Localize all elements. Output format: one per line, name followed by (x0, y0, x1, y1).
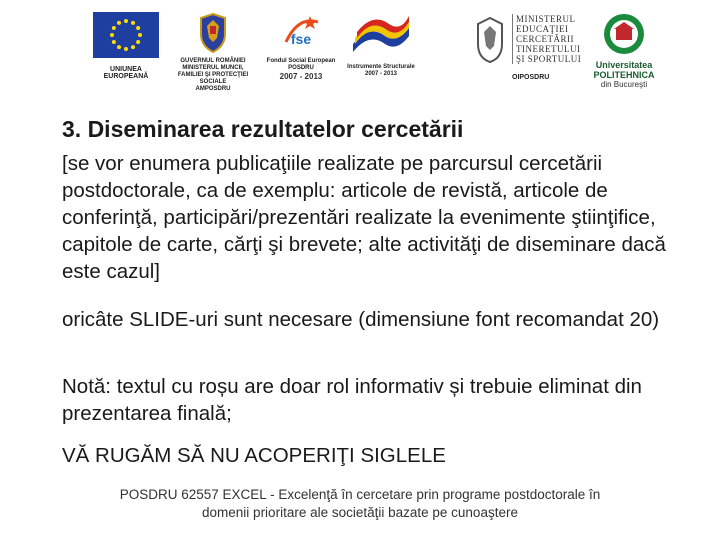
coat-of-arms-icon (195, 12, 231, 54)
eu-star (117, 21, 121, 25)
footer-line-2: domenii prioritare ale societăţii bazate pe cunoaştere (202, 505, 518, 520)
eu-star (131, 21, 135, 25)
instrumente-caption: Instrumente Structurale 2007 - 2013 (347, 64, 415, 77)
slides-note: oricâte SLIDE-uri sunt necesare (dimensiune font recomandat 20) (62, 308, 660, 331)
eu-star (131, 45, 135, 49)
publications-instructions: [se vor enumera publicaţiile realizate pe parcursul cercetării postdoctorale, ca de exemplu: articole de revistă, articole de conferinţă, participări/prezentări realizate la evenimente ştiinţifice, capitole de carte, cărţi şi brevete; alte activităţi de diseminare dacă este cazul] (62, 152, 666, 283)
upb-sub: din Bucureşti (600, 80, 648, 89)
logo-warning: VĂ RUGĂM SĂ NU ACOPERIŢI SIGLELE (62, 444, 446, 467)
eu-star (136, 26, 140, 30)
eu-flag-icon (93, 12, 159, 58)
eu-star (136, 40, 140, 44)
upb-seal-icon (602, 12, 646, 56)
eu-star (110, 33, 114, 37)
eu-star (138, 33, 142, 37)
government-caption: GUVERNUL ROMÂNIEI MINISTERUL MUNCII, FAMILIEI ŞI PROTECŢIEI SOCIALE AMPOSDRU (177, 58, 249, 92)
eu-star (124, 47, 128, 51)
eu-caption: UNIUNEA EUROPEANĂ (103, 66, 149, 80)
instrumente-structurale-logo (344, 14, 418, 78)
ministry-sub: OIPOSDRU (512, 74, 550, 81)
project-footer (40, 486, 680, 522)
ministry-crest-icon (472, 14, 508, 66)
informative-note: Notă: textul cu roșu are doar rol informativ și trebuie eliminat din prezentarea finală; (62, 375, 642, 425)
fse-years: 2007 - 2013 (279, 72, 323, 81)
eu-star (112, 26, 116, 30)
fse-star-icon (278, 12, 324, 54)
eu-logo (88, 12, 164, 80)
wave-flag-icon (349, 14, 413, 58)
upb-caption: Universitatea POLITEHNICA (593, 60, 655, 80)
eu-star (112, 40, 116, 44)
upb-logo (584, 12, 664, 89)
ministry-title: MINISTERUL EDUCAŢIEI CERCETĂRII TINERETULUI ŞI SPORTULUI (512, 14, 592, 64)
fse-caption: Fondul Social European POSDRU (266, 58, 336, 71)
fse-logo (264, 12, 338, 81)
footer-line-1: POSDRU 62557 EXCEL - Excelenţă în cercetare prin programe postdoctorale în (119, 487, 601, 502)
logo-banner (0, 0, 720, 108)
slide-heading: 3. Diseminarea rezultatelor cercetării (62, 116, 464, 142)
government-logo (172, 12, 254, 93)
fse-mark-text: fse (290, 31, 312, 47)
eu-star (117, 45, 121, 49)
eu-star (124, 19, 128, 23)
